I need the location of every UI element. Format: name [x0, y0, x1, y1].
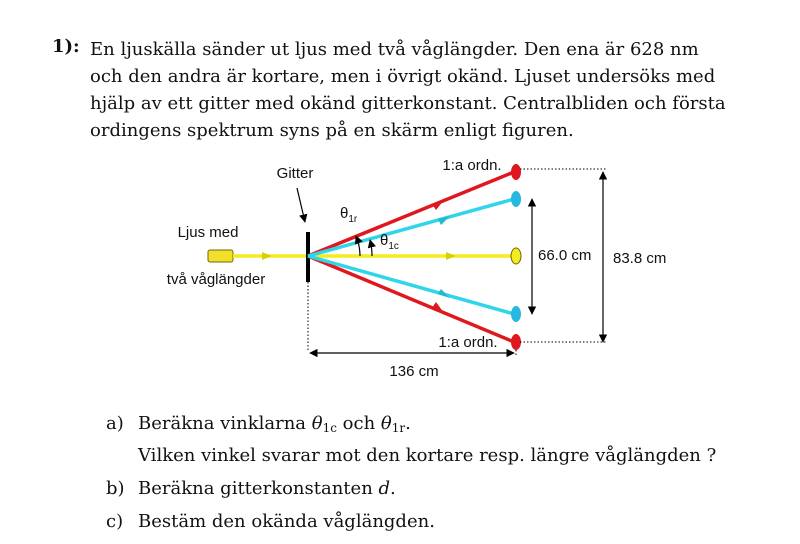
light-source [208, 250, 233, 262]
grating-label: Gitter [276, 165, 314, 182]
order-label-bottom: 1:a ordn. [438, 334, 498, 351]
question-list [106, 410, 786, 541]
question-c-text: Bestäm den okända våglängden. [138, 511, 435, 532]
question-a-label: a) [106, 413, 124, 434]
red-beam-upper [308, 172, 514, 256]
spot-red-upper [511, 164, 521, 180]
order-label-top: 1:a ordn. [442, 157, 502, 174]
spot-cyan-upper [511, 191, 521, 207]
question-a-line-1: Beräkna vinklarna $\theta_{1c}$ och $\theta_{1r}$. [138, 413, 411, 435]
problem-line-1: En ljuskälla sänder ut ljus med två våglängder. Den ena är 628 nm [90, 39, 699, 60]
question-c-label: c) [106, 511, 124, 532]
grating-pointer [297, 188, 305, 222]
spot-cyan-lower [511, 306, 521, 322]
cyan-beam-lower [308, 256, 514, 314]
distance-outer-label: 83.8 cm [613, 250, 667, 267]
cyan-beam-lower-arrow [438, 289, 450, 298]
question-b-text: Beräkna gitterkonstanten d. [138, 478, 396, 499]
theta-1c-label: $\theta_{1c}$ [380, 232, 399, 252]
distance-screen-label: 136 cm [389, 363, 439, 380]
source-label-top: Ljus med [177, 224, 239, 241]
question-b-label: b) [106, 478, 125, 499]
problem-line-2: och den andra är kortare, men i övrigt okänd. Ljuset undersöks med [90, 66, 716, 87]
spot-red-lower [511, 334, 521, 350]
question-c [106, 508, 786, 535]
angle-arc-theta-1c [370, 240, 372, 256]
problem-line-3: hjälp av ett gitter med okänd gitterkonstant. Centralbliden och första [90, 93, 726, 114]
red-beam-lower [308, 256, 514, 342]
problem-number: 1): [52, 36, 80, 57]
question-a [106, 410, 786, 469]
source-label-bottom: två våglängder [166, 271, 266, 288]
theta-1r-label: $\theta_{1r}$ [340, 205, 358, 225]
spot-yellow-center [511, 248, 521, 264]
angle-arc-theta-1r [356, 236, 360, 256]
distance-inner-label: 66.0 cm [538, 247, 592, 264]
cyan-beam-upper [308, 199, 514, 256]
question-b [106, 475, 786, 502]
incident-beam-arrow [262, 252, 272, 260]
central-beam-arrow [446, 252, 456, 260]
question-a-line-2: Vilken vinkel svarar mot den kortare resp. längre våglängden ? [138, 445, 717, 466]
problem-line-4: ordingens spektrum syns på en skärm enligt figuren. [90, 120, 574, 141]
